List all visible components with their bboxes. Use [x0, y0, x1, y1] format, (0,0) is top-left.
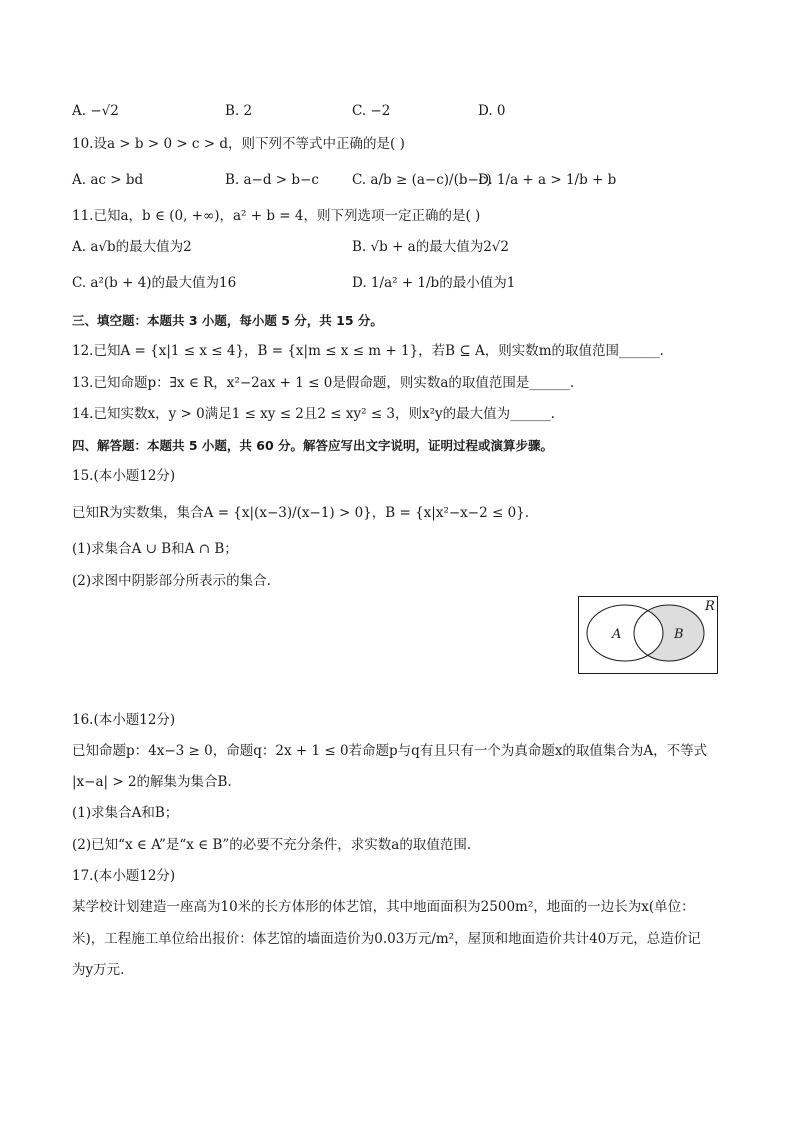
q15-stem: 已知R为实数集，集合A = {x|(x−3)/(x−1) > 0}，B = {x|x²−x−2 ≤ 0}. [72, 505, 530, 521]
q17-line1: 某学校计划建造一座高为10米的长方体形的体艺馆，其中地面面积为2500m²，地面的一边长为x(单位： [72, 899, 695, 915]
q14-text: 14.已知实数x，y > 0满足1 ≤ xy ≤ 2且2 ≤ xy² ≤ 3，则x²y的最大值为______. [72, 406, 555, 422]
q9-option-a: A. −√2 [72, 103, 119, 119]
q17-line2: 米)，工程施工单位给出报价：体艺馆的墙面造价为0.03万元/m²，屋顶和地面造价共计40万元，总造价记 [72, 931, 701, 947]
q11-option-d: D. 1/a² + 1/b的最小值为1 [352, 275, 516, 291]
section-3-heading: 三、填空题：本题共 3 小题，每小题 5 分，共 15 分。 [72, 313, 383, 328]
q10-option-b: B. a−d > b−c [225, 172, 319, 188]
q16-part2: (2)已知“x ∈ A”是“x ∈ B”的必要不充分条件，求实数a的取值范围. [72, 837, 472, 853]
q10-option-a: A. ac > bd [72, 172, 144, 188]
q16-line1: 已知命题p：4x−3 ≥ 0，命题q：2x + 1 ≤ 0若命题p与q有且只有一个为真命题x的取值集合为A，不等式 [72, 743, 708, 759]
q11-option-a: A. a√b的最大值为2 [72, 239, 192, 255]
q16-part1: (1)求集合A和B； [72, 805, 179, 821]
venn-diagram [578, 596, 718, 674]
q16-title: 16.(本小题12分) [72, 712, 176, 728]
q9-option-b: B. 2 [225, 103, 253, 119]
set-b-label: B [674, 627, 684, 642]
q9-option-d: D. 0 [478, 103, 506, 119]
q9-option-c: C. −2 [352, 103, 391, 119]
q17-line3: 为y万元. [72, 962, 125, 978]
q10-option-c: C. a/b ≥ (a−c)/(b−c) [352, 172, 492, 188]
q11-option-c: C. a²(b + 4)的最大值为16 [72, 275, 237, 291]
universe-label: R [705, 599, 715, 614]
q11-stem: 11.已知a，b ∈ (0, +∞)，a² + b = 4，则下列选项一定正确的是( ) [72, 208, 481, 224]
q15-part2: (2)求图中阴影部分所表示的集合. [72, 573, 271, 589]
q15-title: 15.(本小题12分) [72, 468, 176, 484]
q15-part1: (1)求集合A ∪ B和A ∩ B； [72, 541, 238, 557]
section-4-heading: 四、解答题：本题共 5 小题，共 60 分。解答应写出文字说明，证明过程或演算步骤。 [72, 438, 554, 453]
set-a-label: A [612, 627, 622, 642]
q10-option-d: D. 1/a + a > 1/b + b [478, 172, 617, 188]
q10-stem: 10.设a > b > 0 > c > d，则下列不等式中正确的是( ) [72, 136, 405, 152]
q16-line2: |x−a| > 2的解集为集合B. [72, 774, 232, 790]
q11-option-b: B. √b + a的最大值为2√2 [352, 239, 509, 255]
q17-title: 17.(本小题12分) [72, 868, 176, 884]
q12-text: 12.已知A = {x|1 ≤ x ≤ 4}，B = {x|m ≤ x ≤ m + 1}，若B ⊆ A，则实数m的取值范围______. [72, 343, 664, 359]
q13-text: 13.已知命题p：∃x ∈ R，x²−2ax + 1 ≤ 0是假命题，则实数a的取值范围是______. [72, 375, 575, 391]
